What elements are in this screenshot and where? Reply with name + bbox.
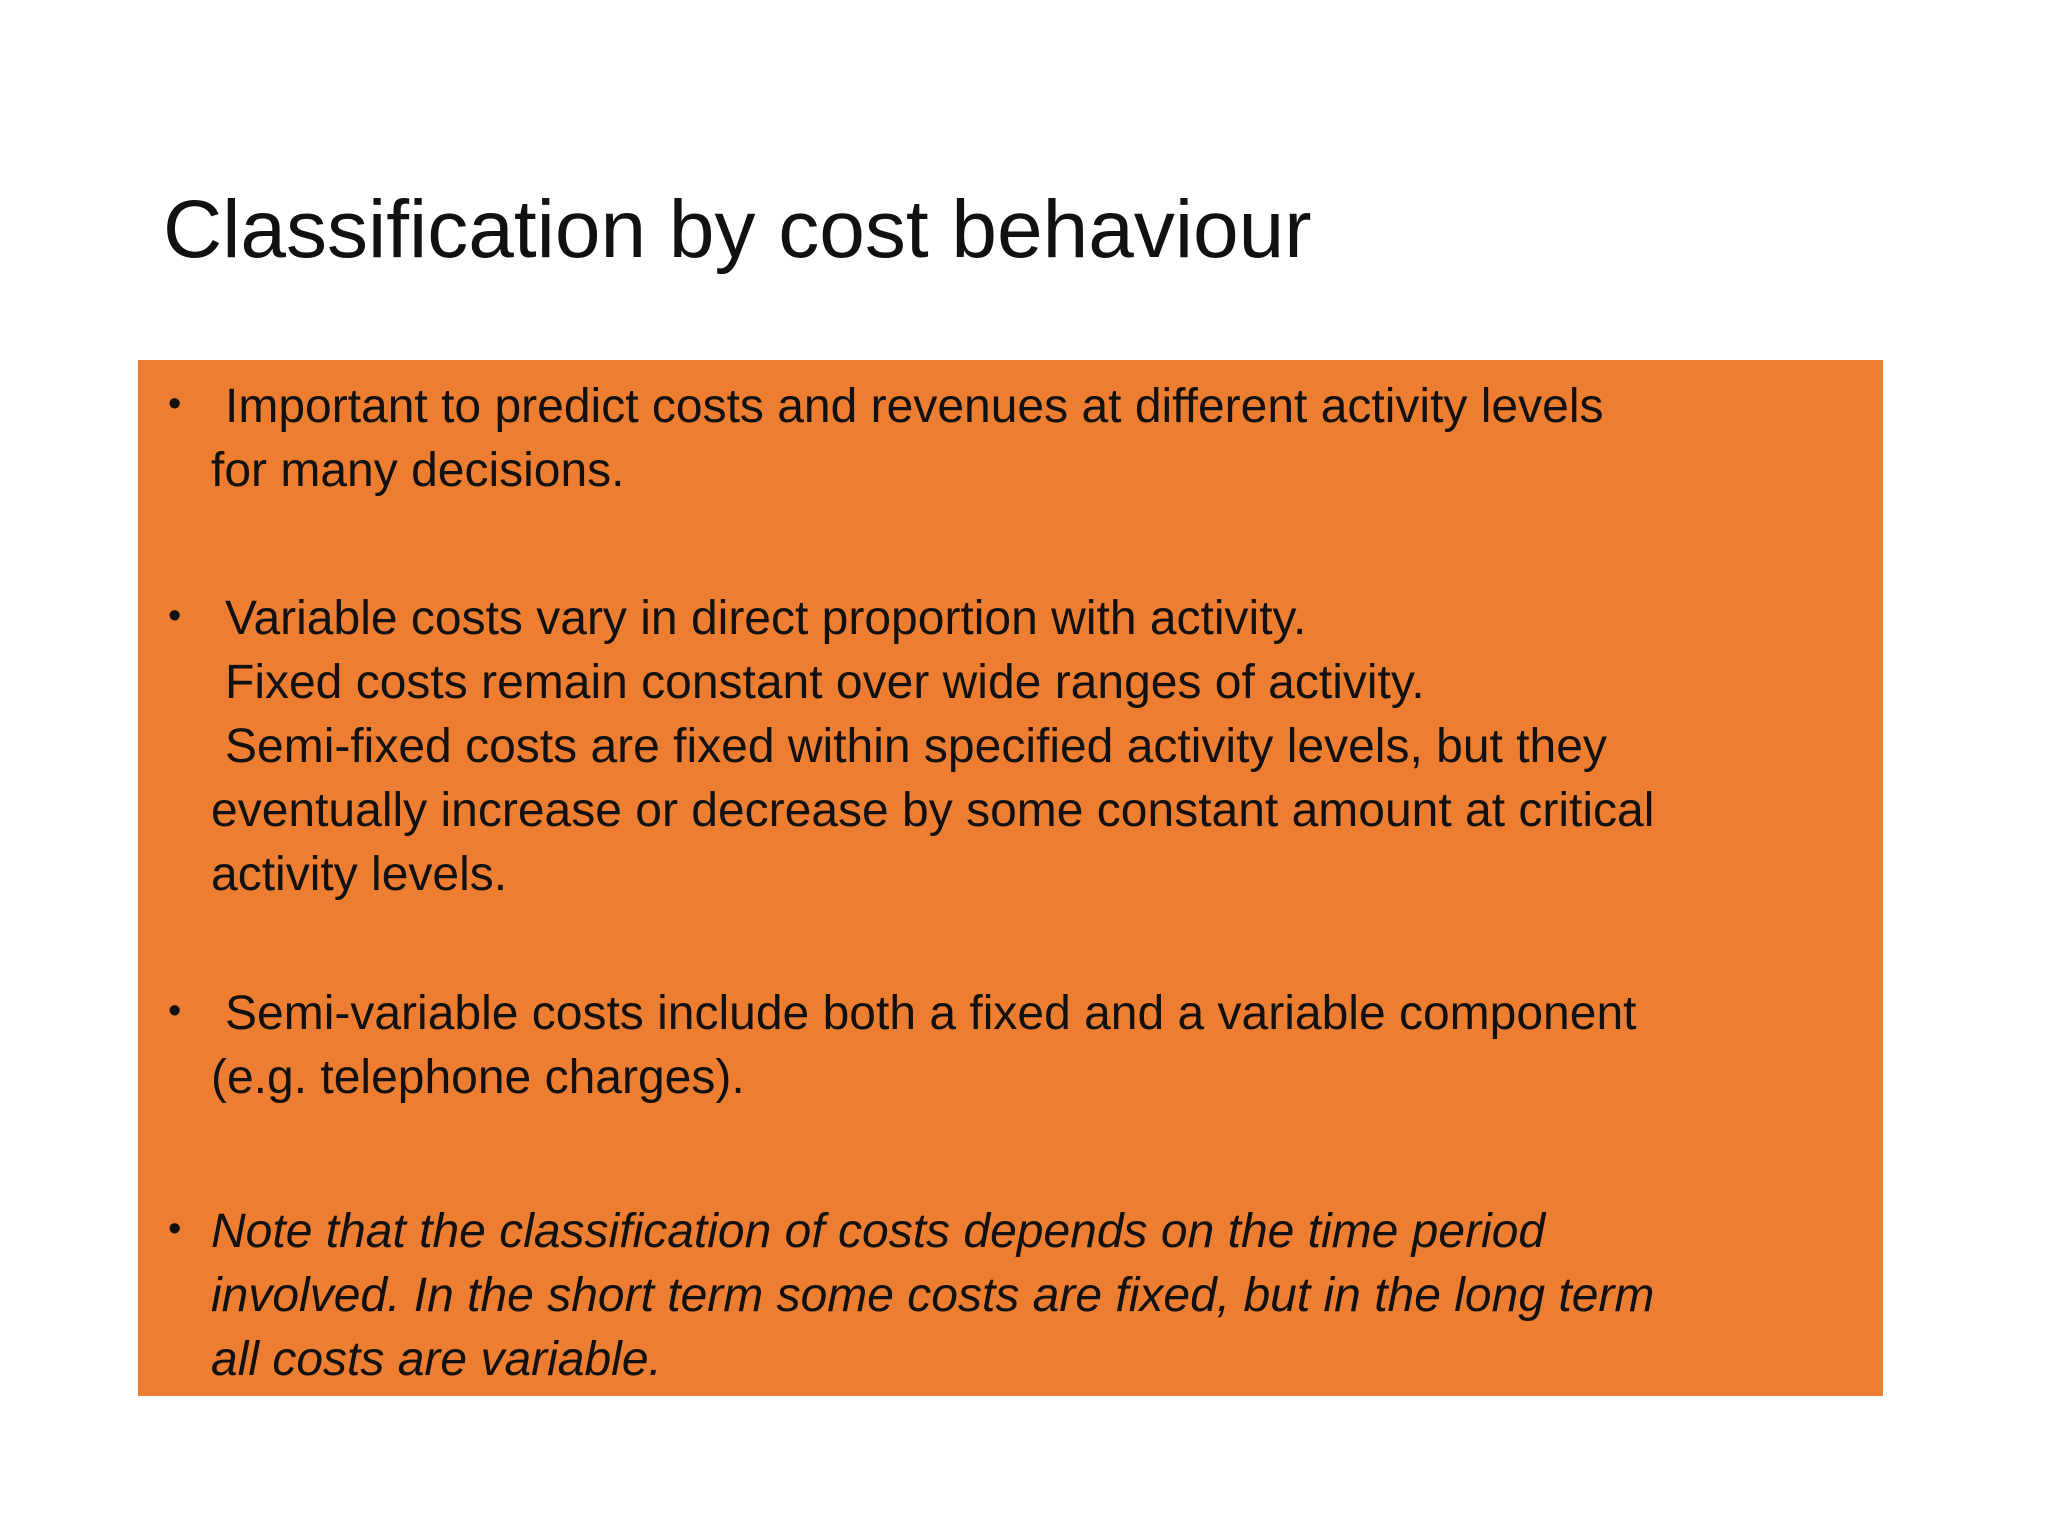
- bullet-dot-icon: •: [168, 1208, 182, 1250]
- bullet-line: eventually increase or decrease by some constant amount at critical: [211, 784, 1655, 837]
- bullet-line: (e.g. telephone charges).: [211, 1051, 745, 1104]
- bullet-line: activity levels.: [211, 848, 508, 901]
- bullet-line: Fixed costs remain constant over wide ranges of activity.: [225, 656, 1425, 709]
- bullet-dot-icon: •: [168, 383, 182, 425]
- bullet-line: all costs are variable.: [211, 1333, 662, 1386]
- bullet-item-cost-types: [168, 587, 1855, 907]
- bullet-line: involved. In the short term some costs are fixed, but in the long term: [211, 1269, 1655, 1322]
- bullet-line: for many decisions.: [211, 444, 625, 497]
- bullet-line: Note that the classification of costs depends on the time period: [211, 1205, 1546, 1258]
- content-box: [138, 360, 1883, 1396]
- bullet-item-semi-variable: [168, 982, 1855, 1110]
- bullet-line: Variable costs vary in direct proportion with activity.: [225, 592, 1307, 645]
- bullet-dot-icon: •: [168, 595, 182, 637]
- bullet-line: Semi-variable costs include both a fixed and a variable component: [225, 987, 1637, 1040]
- bullet-dot-icon: •: [168, 990, 182, 1032]
- bullet-line: Semi-fixed costs are fixed within specified activity levels, but they: [225, 720, 1607, 773]
- slide-title: Classification by cost behaviour: [163, 184, 1312, 275]
- bullet-item-note: [168, 1200, 1855, 1392]
- bullet-line: Important to predict costs and revenues at different activity levels: [225, 380, 1604, 433]
- bullet-item-importance: [168, 375, 1855, 503]
